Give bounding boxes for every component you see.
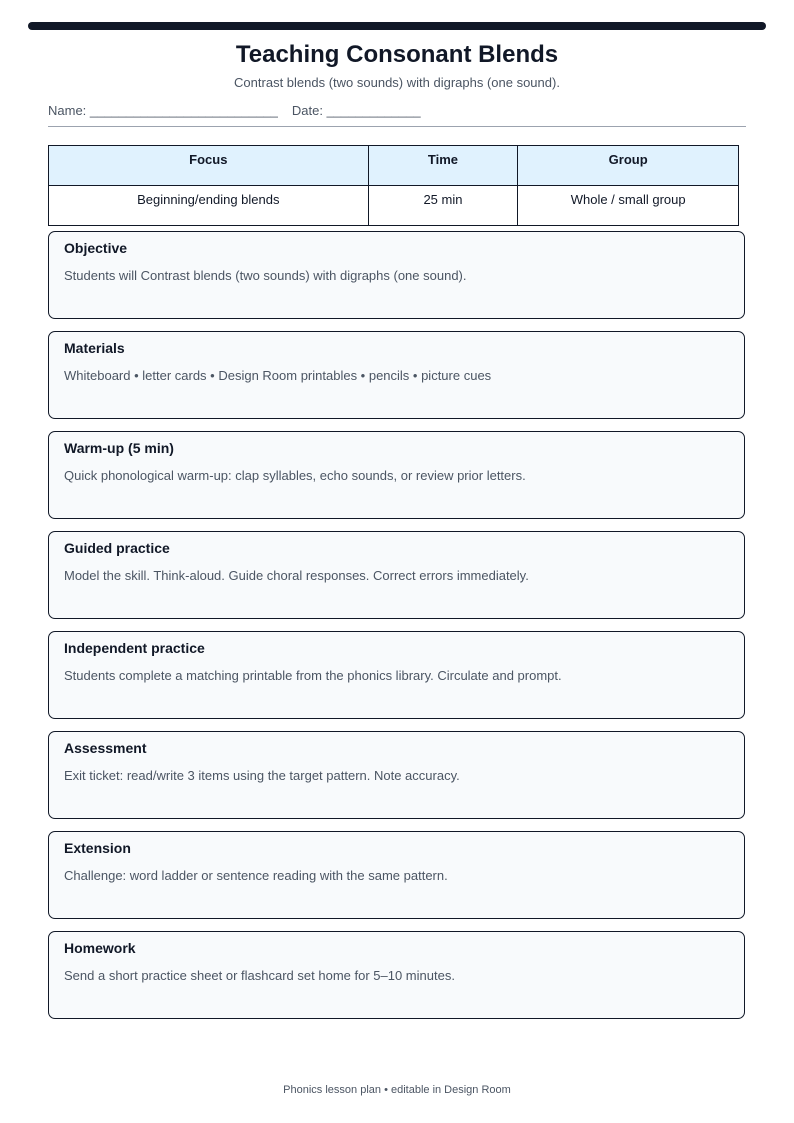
section-body: Exit ticket: read/write 3 items using the target pattern. Note accuracy. [64,768,460,783]
cell-focus: Beginning/ending blends [49,186,369,226]
column-header-group: Group [518,146,739,186]
section-title: Independent practice [64,640,205,656]
section-title: Assessment [64,740,147,756]
section-body: Students complete a matching printable from the phonics library. Circulate and prompt. [64,668,562,683]
name-date-row [48,103,746,119]
section-body: Model the skill. Think-aloud. Guide choral responses. Correct errors immediately. [64,568,529,583]
name-field[interactable]: Name: __________________________ [48,103,278,118]
section-title: Homework [64,940,136,956]
section-materials [48,331,745,419]
section-body: Challenge: word ladder or sentence reading with the same pattern. [64,868,448,883]
section-homework [48,931,745,1019]
section-assessment [48,731,745,819]
date-field[interactable]: Date: _____________ [291,103,421,118]
section-title: Materials [64,340,125,356]
section-guided-practice [48,531,745,619]
top-accent-bar [28,22,766,30]
section-extension [48,831,745,919]
header-divider [48,126,746,127]
section-title: Objective [64,240,128,256]
table-header-row [49,146,739,186]
column-header-focus: Focus [49,146,369,186]
section-body: Quick phonological warm-up: clap syllables, echo sounds, or review prior letters. [64,468,526,483]
section-objective [48,231,745,319]
section-warm-up [48,431,745,519]
table-row [49,186,739,226]
section-title: Warm-up (5 min) [64,440,174,456]
column-header-time: Time [368,146,518,186]
section-independent-practice [48,631,745,719]
cell-time: 25 min [368,186,518,226]
section-body: Whiteboard • letter cards • Design Room printables • pencils • picture cues [64,368,492,383]
page-title: Teaching Consonant Blends [235,41,559,68]
lesson-info-table [48,145,739,226]
section-body: Students will Contrast blends (two sounds) with digraphs (one sound). [64,268,467,283]
page-footer: Phonics lesson plan • editable in Design Room [283,1084,511,1096]
cell-group: Whole / small group [518,186,739,226]
section-title: Extension [64,840,131,856]
page-subtitle: Contrast blends (two sounds) with digraphs (one sound). [234,75,560,90]
section-body: Send a short practice sheet or flashcard set home for 5–10 minutes. [64,968,455,983]
section-title: Guided practice [64,540,170,556]
